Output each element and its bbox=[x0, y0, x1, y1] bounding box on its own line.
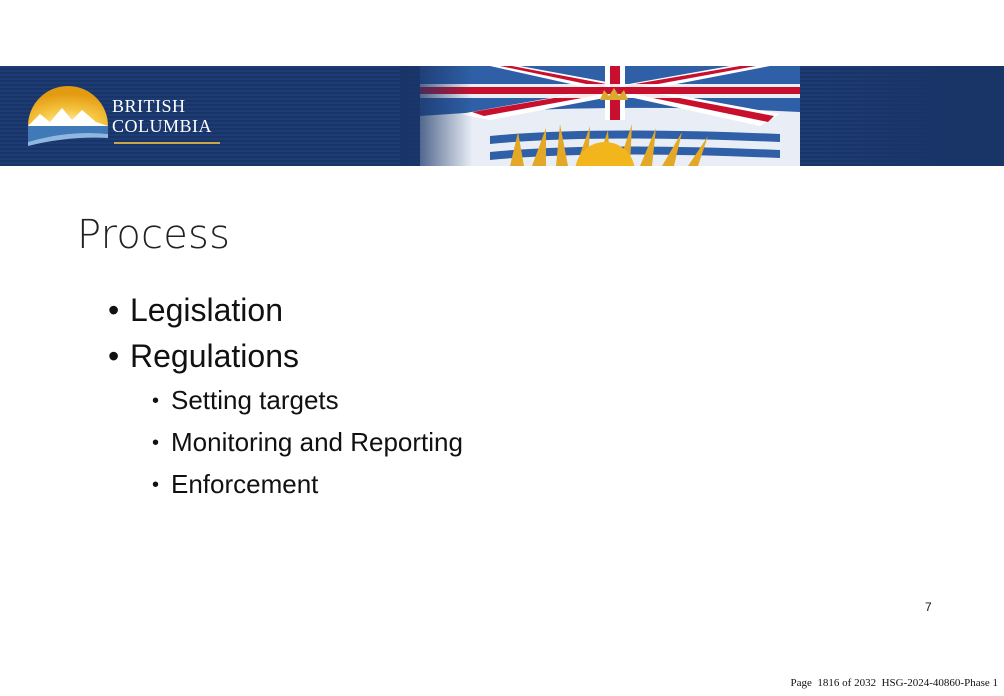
bullet-dot-icon: • bbox=[108, 338, 120, 374]
bullet-dot-icon: • bbox=[108, 292, 120, 328]
list-item bbox=[152, 466, 463, 508]
logo-line-british: BRITISH bbox=[112, 96, 186, 116]
bullet-dot-icon: • bbox=[152, 474, 160, 496]
slide-number: 7 bbox=[925, 600, 932, 614]
list-item-label: Monitoring and Reporting bbox=[171, 427, 463, 457]
logo-underline bbox=[114, 142, 220, 144]
slide-title: Process bbox=[77, 212, 231, 258]
bullet-dot-icon: • bbox=[152, 390, 160, 412]
page-footer: Page 1816 of 2032 HSG-2024-40860-Phase 1 bbox=[790, 677, 998, 689]
list-item bbox=[152, 382, 463, 424]
bc-logo-icon bbox=[26, 86, 110, 146]
list-item bbox=[108, 290, 463, 336]
list-item-label: Setting targets bbox=[171, 385, 339, 415]
header-banner bbox=[0, 66, 1004, 166]
list-item-label: Legislation bbox=[130, 292, 283, 328]
bc-flag-icon bbox=[400, 66, 1004, 166]
bullet-list bbox=[108, 290, 463, 508]
list-item-label: Enforcement bbox=[171, 469, 319, 499]
bullet-dot-icon: • bbox=[152, 432, 160, 454]
list-item-label: Regulations bbox=[130, 338, 299, 374]
list-item bbox=[152, 424, 463, 466]
logo-line-columbia: COLUMBIA bbox=[112, 116, 213, 136]
bc-logo-text bbox=[112, 96, 212, 136]
list-item bbox=[108, 336, 463, 382]
